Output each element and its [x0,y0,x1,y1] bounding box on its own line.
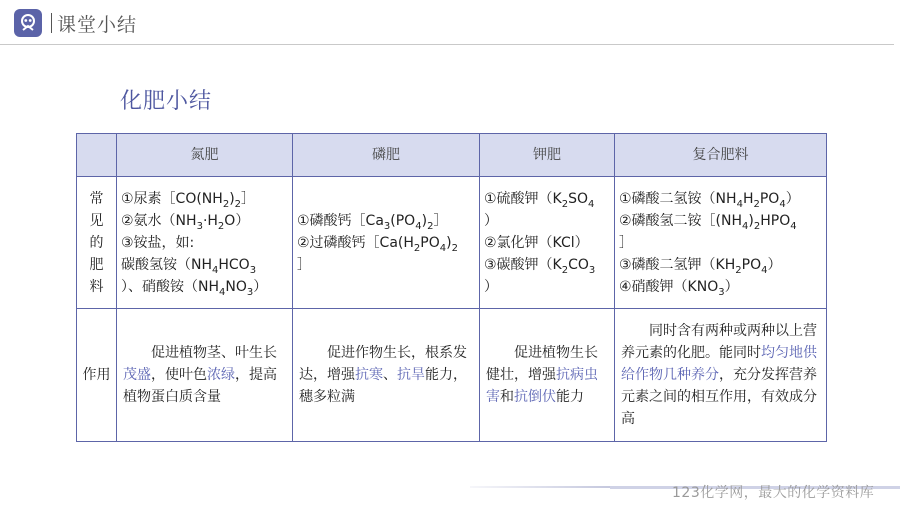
table-row-common-fertilizers [77,177,827,309]
column-header-phosphorus: 磷肥 [293,134,480,177]
table-header-row [77,134,827,177]
list-item: ③磷酸二氢钾$(KH_2PO_4)$ [619,256,782,276]
fertilizer-summary-table [76,133,827,442]
row-label-common: 常 见 的 肥 料 [77,177,117,309]
header-rule [0,44,894,45]
list-item: ②磷酸氢二铵$[(NH_4)_2HPO_4$ [619,212,797,232]
cell-phosphorus-effect: 促进作物生长，根系发达，增强抗寒、抗旱能力，穗多粒满 [293,309,480,442]
table-row-effect [77,309,827,442]
list-item: ④硝酸钾$(KNO_3)$ [619,278,739,298]
footer-watermark-text: 123化学网，最大的化学资料库 [672,485,875,501]
header-title: 课堂小结 [57,14,138,36]
list-item: ①磷酸钙$[Ca_3(PO_4)_2]$ [297,212,448,232]
list-item: ③铵盐，如: [121,234,195,251]
list-item: ①磷酸二氢铵$(NH_4H_2PO_4)$ [619,190,800,210]
list-item: 碳酸氢铵（$NH_4HCO_3$ [121,256,257,276]
list-item: ③碳酸钾（$K_2CO_3$ [484,256,596,276]
list-item: ） [484,212,498,229]
column-header-corner [77,134,117,177]
cell-phosphorus-examples [293,177,480,309]
column-header-compound: 复合肥料 [615,134,827,177]
header-divider [51,13,52,33]
cell-potassium-effect: 促进植物生长健壮，增强抗病虫害和抗倒伏能力 [480,309,615,442]
cell-potassium-examples [480,177,615,309]
list-item: ②氯化钾（KCl） [484,234,589,251]
column-header-nitrogen: 氮肥 [117,134,293,177]
list-item: ）、硝酸铵$(NH_4NO_3)$ [121,278,268,298]
app-logo [14,9,42,37]
footer-accent-line [470,486,610,488]
list-item: ①尿素$[CO(NH_2)_2]$ [121,190,256,210]
owl-icon [18,13,38,33]
page-title: 化肥小结 [120,89,213,114]
list-item: ］ [297,256,311,273]
list-item: ］ [619,234,633,251]
list-item: ） [484,278,498,295]
list-item: ②氨水$(NH_3\cdot H_2O)$ [121,212,250,232]
cell-compound-examples [615,177,827,309]
row-label-effect: 作用 [77,309,117,442]
cell-nitrogen-effect: 促进植物茎、叶生长茂盛，使叶色浓绿，提高植物蛋白质含量 [117,309,293,442]
list-item: ①硫酸钾（$K_2SO_4$ [484,190,595,210]
cell-nitrogen-examples [117,177,293,309]
column-header-potassium: 钾肥 [480,134,615,177]
cell-compound-effect: 同时含有两种或两种以上营养元素的化肥。能同时均匀地供给作物几种养分，充分发挥营养元素之间的相互作用，有效成分高 [615,309,827,442]
list-item: ②过磷酸钙$[Ca(H_2PO_4)_2$ [297,234,458,254]
